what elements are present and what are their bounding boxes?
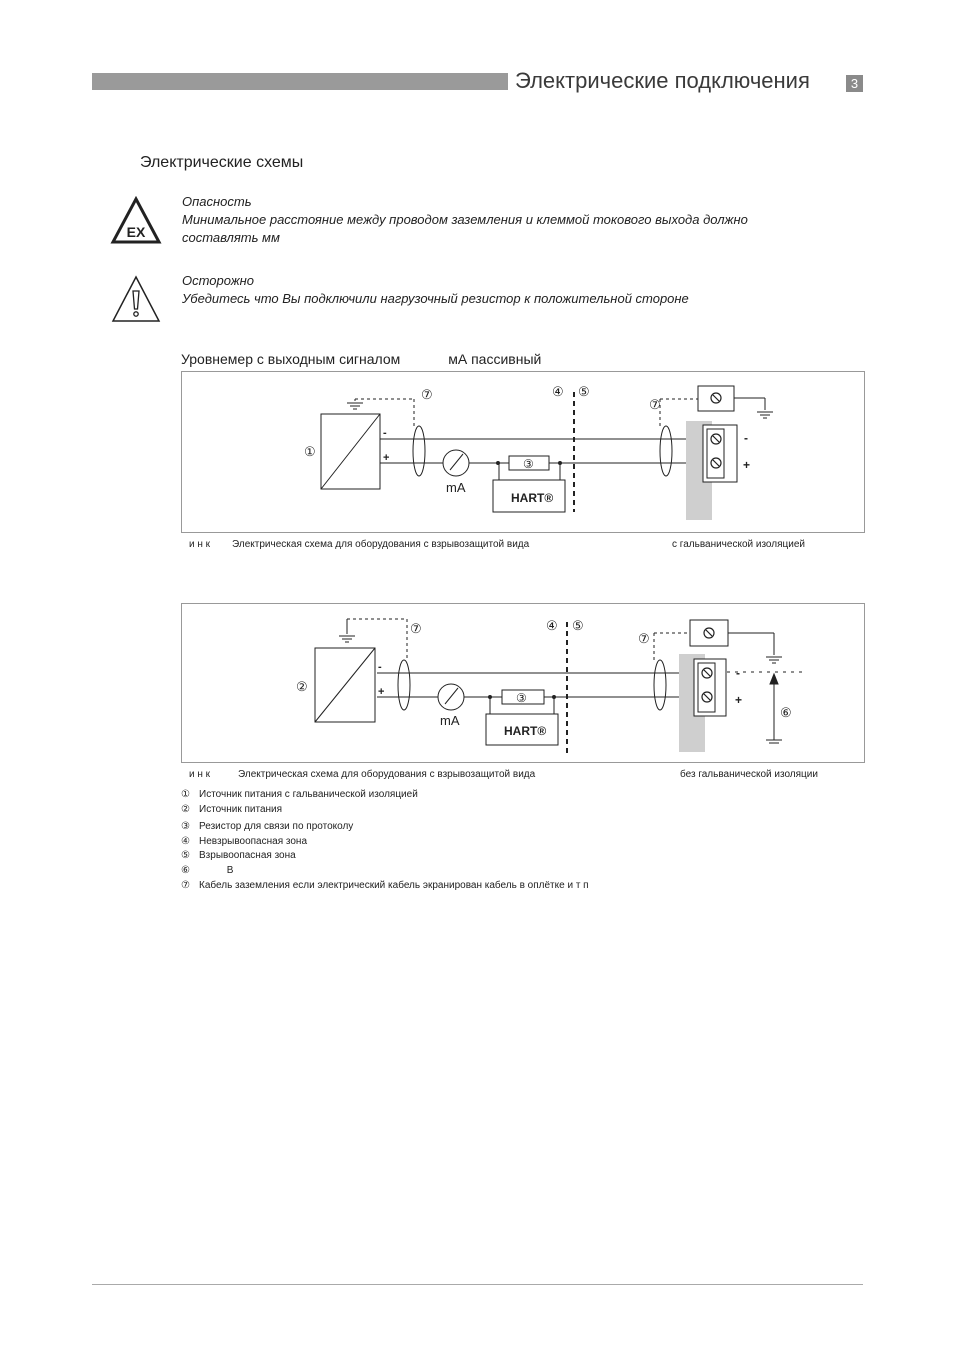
danger-note (182, 193, 842, 247)
plus-device: + (743, 458, 751, 472)
caption-2-prefix: и н к (189, 769, 211, 780)
legend-item-4 (181, 836, 307, 847)
caption-1-prefix: и н к (189, 539, 211, 550)
minus-psu-2: - (378, 661, 382, 673)
legend-text: Источник питания (199, 804, 283, 815)
label-7-left-2: ⑦ (410, 621, 422, 636)
diagram-title-part2: мА пассивный (448, 351, 542, 367)
caption-1-text: Электрическая схема для оборудования с взрывозащитой вида (232, 539, 530, 550)
ma-label: mA (446, 480, 466, 495)
chapter-badge: 3 (846, 75, 863, 92)
caption-2 (189, 769, 535, 780)
hart-label: HART® (511, 491, 554, 505)
legend-num: ⑦ (181, 880, 190, 891)
label-3: ③ (523, 457, 534, 471)
danger-note-title: Опасность (182, 194, 252, 209)
header-bar (92, 73, 508, 90)
legend-text: Резистор для связи по протоколу (199, 821, 354, 832)
legend-item-1 (181, 789, 418, 800)
danger-note-text-line1: Минимальное расстояние между проводом заземления и клеммой токового выхода должно (182, 212, 748, 227)
wiring-diagram-1 (181, 371, 865, 533)
label-6: ⑥ (780, 705, 792, 720)
minus-device-2: - (736, 666, 740, 680)
legend-text: Взрывоопасная зона (199, 850, 296, 861)
legend-num: ① (181, 789, 190, 800)
plus-psu-2: + (378, 686, 385, 698)
caution-icon (110, 274, 162, 324)
caption-2-suffix: без гальванической изоляции (680, 769, 818, 780)
label-4-2: ④ (546, 618, 558, 633)
legend-text: Невзрывоопасная зона (199, 836, 308, 847)
danger-note-text-line2: составлять мм (182, 230, 280, 245)
caution-note (182, 272, 842, 308)
footer-divider (92, 1284, 863, 1285)
legend-item-5 (181, 850, 296, 861)
label-5-2: ⑤ (572, 618, 584, 633)
label-7-right: ⑦ (649, 397, 661, 412)
legend-item-2 (181, 804, 282, 815)
ma-label-2: mA (440, 713, 460, 728)
caption-1-suffix: с гальванической изоляцией (672, 539, 805, 550)
legend-item-3 (181, 821, 353, 832)
label-3-2: ③ (516, 691, 527, 705)
legend-item-7 (181, 880, 589, 891)
minus-psu: - (383, 427, 387, 439)
legend-num: ② (181, 804, 190, 815)
caption-2-text: Электрическая схема для оборудования с взрывозащитой вида (238, 769, 536, 780)
legend-num: ③ (181, 821, 190, 832)
ex-warning-icon (110, 196, 162, 246)
label-1: ① (304, 444, 316, 459)
section-title: Электрические схемы (140, 154, 304, 171)
legend-text: Источник питания с гальванической изоляцией (199, 789, 418, 800)
hart-label-2: HART® (504, 724, 547, 738)
diagram-title-part1: Уровнемер с выходным сигналом (181, 351, 401, 367)
legend-num: ⑥ (181, 865, 190, 876)
ex-icon-label: EX (126, 224, 146, 240)
legend-item-6 (181, 865, 233, 876)
diagram-title (181, 351, 541, 367)
wiring-diagram-2 (181, 603, 865, 763)
plus-device-2: + (735, 693, 743, 707)
minus-device: - (744, 431, 748, 445)
plus-psu: + (383, 452, 390, 464)
label-7-left: ⑦ (421, 387, 433, 402)
legend-num: ④ (181, 836, 190, 847)
legend-text: В (199, 865, 234, 876)
label-4: ④ (552, 384, 564, 399)
label-7-right-2: ⑦ (638, 631, 650, 646)
caption-1 (189, 539, 529, 550)
page-header-title: Электрические подключения (515, 68, 810, 93)
legend-text: Кабель заземления если электрический кабель экранирован кабель в оплётке и т п (199, 880, 589, 891)
caution-note-text: Убедитесь что Вы подключили нагрузочный резистор к положительной стороне (182, 291, 689, 306)
label-5: ⑤ (578, 384, 590, 399)
legend-num: ⑤ (181, 850, 190, 861)
caution-note-title: Осторожно (182, 273, 255, 288)
label-2: ② (296, 679, 308, 694)
